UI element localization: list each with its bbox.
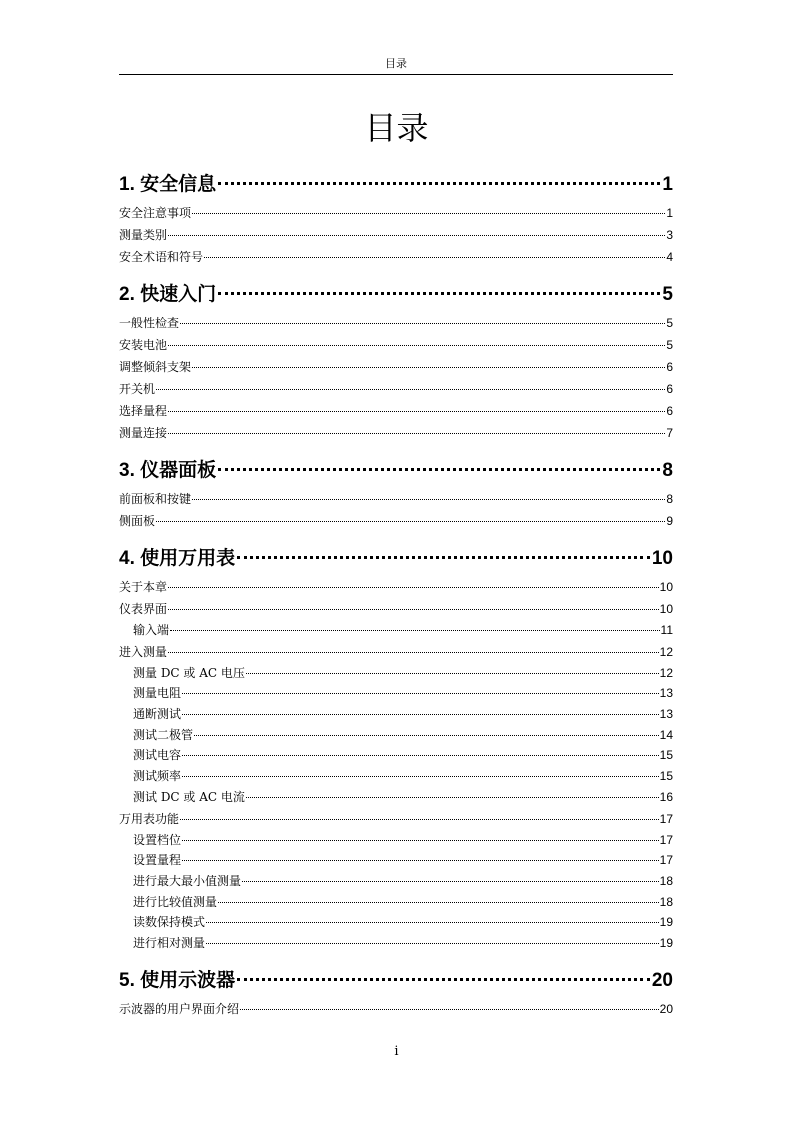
dot-leader	[168, 433, 665, 434]
dot-leader	[246, 797, 659, 798]
toc-chapter[interactable]	[119, 278, 673, 312]
toc-subsection[interactable]	[119, 766, 673, 787]
dot-leader	[246, 673, 659, 674]
toc-section[interactable]	[119, 356, 673, 378]
toc-page-number: 6	[666, 360, 673, 374]
toc-chapter[interactable]	[119, 542, 673, 576]
toc-page-number: 17	[659, 853, 673, 868]
toc-subsection[interactable]	[119, 850, 673, 871]
toc-entry-label: 前面板和按键	[119, 492, 192, 506]
toc-entry-label: 1. 安全信息	[119, 174, 217, 195]
toc-subsection[interactable]	[119, 683, 673, 704]
dot-leader	[192, 499, 665, 500]
toc-subsection[interactable]	[119, 933, 673, 954]
toc-subsection[interactable]	[119, 892, 673, 913]
toc-page-number: 16	[659, 789, 673, 804]
dot-leader	[242, 881, 659, 882]
toc-subsection[interactable]	[119, 912, 673, 933]
toc-page-number: 6	[666, 382, 673, 396]
toc-page-number: 14	[659, 727, 673, 742]
toc-page-number: 19	[659, 915, 673, 930]
dot-leader	[156, 389, 665, 390]
toc-page-number: 20	[651, 969, 673, 991]
toc-page-number: 20	[659, 1001, 673, 1016]
toc-entry-label: 3. 仪器面板	[119, 460, 217, 481]
dot-leader	[218, 468, 660, 471]
toc-section[interactable]	[119, 334, 673, 356]
dot-leader	[168, 345, 665, 346]
toc-section[interactable]	[119, 598, 673, 620]
dot-leader	[182, 693, 659, 694]
toc-page-number: 13	[659, 686, 673, 701]
dot-leader	[237, 556, 650, 559]
dot-leader	[182, 840, 659, 841]
toc-page-number: 12	[659, 644, 673, 659]
toc-page-number: 10	[651, 548, 673, 569]
toc-chapter[interactable]	[119, 168, 673, 202]
toc-page-number: 19	[659, 935, 673, 950]
toc-entry-label: 读数保持模式	[133, 915, 206, 930]
toc-page-number: 18	[659, 873, 673, 888]
toc-entry-label: 安全术语和符号	[119, 250, 204, 264]
dot-leader	[170, 630, 660, 631]
dot-leader	[182, 755, 659, 756]
toc-section[interactable]	[119, 998, 673, 1020]
toc-entry-label: 通断测试	[133, 707, 182, 722]
toc-section[interactable]	[119, 224, 673, 246]
toc-entry-label: 5. 使用示波器	[119, 969, 236, 991]
toc-page-number: 3	[666, 228, 673, 242]
toc-page-number: 7	[666, 426, 673, 440]
toc-entry-label: 2. 快速入门	[119, 284, 217, 305]
toc-entry-label: 开关机	[119, 382, 156, 396]
toc-page-number: 8	[666, 492, 673, 506]
dot-leader	[237, 978, 650, 981]
toc-section[interactable]	[119, 641, 673, 663]
header-rule	[119, 74, 673, 75]
dot-leader	[182, 776, 659, 777]
dot-leader	[192, 367, 665, 368]
toc-subsection[interactable]	[119, 704, 673, 725]
toc-page-number: 1	[662, 174, 673, 195]
toc-page-number: 15	[659, 769, 673, 784]
toc-section[interactable]	[119, 246, 673, 268]
toc-section[interactable]	[119, 378, 673, 400]
toc-page-number: 17	[659, 811, 673, 826]
dot-leader	[182, 860, 659, 861]
toc-entry-label: 4. 使用万用表	[119, 548, 236, 569]
toc-subsection[interactable]	[119, 871, 673, 892]
toc-section[interactable]	[119, 576, 673, 598]
toc-entry-label: 测试 DC 或 AC 电流	[133, 789, 245, 804]
dot-leader	[194, 735, 659, 736]
page-title: 目录	[364, 109, 429, 147]
toc-chapter[interactable]	[119, 454, 673, 488]
dot-leader	[218, 902, 659, 903]
toc-page-number: 8	[662, 460, 673, 481]
dot-leader	[218, 182, 660, 185]
dot-leader	[182, 714, 659, 715]
page-number: i	[394, 1044, 399, 1059]
dot-leader	[168, 235, 665, 236]
toc-section[interactable]	[119, 400, 673, 422]
toc-page-number: 5	[666, 338, 673, 352]
toc-page-number: 6	[666, 404, 673, 418]
toc-chapter[interactable]	[119, 964, 673, 998]
toc-page-number: 10	[659, 580, 673, 594]
toc-subsection[interactable]	[119, 663, 673, 684]
toc-entry-label: 仪表界面	[119, 602, 168, 616]
toc-entry-label: 输入端	[133, 623, 170, 637]
toc-page-number: 1	[666, 206, 673, 220]
toc-entry-label: 一般性检查	[119, 316, 180, 330]
toc-subsection[interactable]	[119, 830, 673, 851]
toc-page-number: 11	[660, 623, 673, 637]
toc-subsection[interactable]	[119, 620, 673, 641]
dot-leader	[240, 1009, 659, 1010]
toc-entry-label: 安全注意事项	[119, 206, 192, 220]
toc-entry-label: 调整倾斜支架	[119, 360, 192, 374]
toc-page-number: 5	[666, 316, 673, 330]
toc-entry-label: 选择量程	[119, 404, 168, 418]
toc-page-number: 4	[666, 250, 673, 264]
toc-entry-label: 测试二极管	[133, 727, 194, 742]
toc-entry-label: 万用表功能	[119, 811, 180, 826]
toc-entry-label: 设置量程	[133, 853, 182, 868]
toc-entry-label: 进入测量	[119, 644, 168, 659]
toc-page-number: 12	[659, 665, 673, 680]
dot-leader	[168, 411, 665, 412]
toc-page-number: 5	[662, 284, 673, 305]
toc-entry-label: 测量连接	[119, 426, 168, 440]
toc-entry-label: 测试频率	[133, 769, 182, 784]
toc-entry-label: 进行比较值测量	[133, 894, 218, 909]
toc-page-number: 18	[659, 894, 673, 909]
running-header: 目录	[385, 57, 407, 70]
toc-entry-label: 关于本章	[119, 580, 168, 594]
toc-entry-label: 进行相对测量	[133, 935, 206, 950]
dot-leader	[180, 819, 659, 820]
table-of-contents	[119, 168, 673, 1020]
toc-page-number: 17	[659, 832, 673, 847]
toc-entry-label: 设置档位	[133, 832, 182, 847]
dot-leader	[206, 943, 659, 944]
toc-subsection[interactable]	[119, 745, 673, 766]
toc-entry-label: 进行最大最小值测量	[133, 873, 242, 888]
toc-entry-label: 安装电池	[119, 338, 168, 352]
toc-entry-label: 测量 DC 或 AC 电压	[133, 665, 245, 680]
toc-entry-label: 侧面板	[119, 514, 156, 528]
toc-page-number: 15	[659, 748, 673, 763]
dot-leader	[206, 922, 659, 923]
toc-section[interactable]	[119, 202, 673, 224]
toc-entry-label: 示波器的用户界面介绍	[119, 1001, 240, 1016]
dot-leader	[180, 323, 665, 324]
toc-page-number: 13	[659, 707, 673, 722]
toc-page-number: 10	[659, 602, 673, 616]
toc-subsection[interactable]	[119, 725, 673, 746]
dot-leader	[168, 609, 659, 610]
dot-leader	[204, 257, 665, 258]
dot-leader	[218, 292, 660, 295]
dot-leader	[168, 652, 659, 653]
dot-leader	[156, 521, 665, 522]
dot-leader	[192, 213, 665, 214]
toc-page-number: 9	[666, 514, 673, 528]
toc-section[interactable]	[119, 510, 673, 532]
toc-section[interactable]	[119, 488, 673, 510]
toc-section[interactable]	[119, 312, 673, 334]
toc-entry-label: 测量类别	[119, 228, 168, 242]
dot-leader	[168, 587, 659, 588]
toc-subsection[interactable]	[119, 787, 673, 808]
toc-section[interactable]	[119, 422, 673, 444]
toc-entry-label: 测试电容	[133, 748, 182, 763]
toc-entry-label: 测量电阻	[133, 686, 182, 701]
toc-section[interactable]	[119, 808, 673, 830]
